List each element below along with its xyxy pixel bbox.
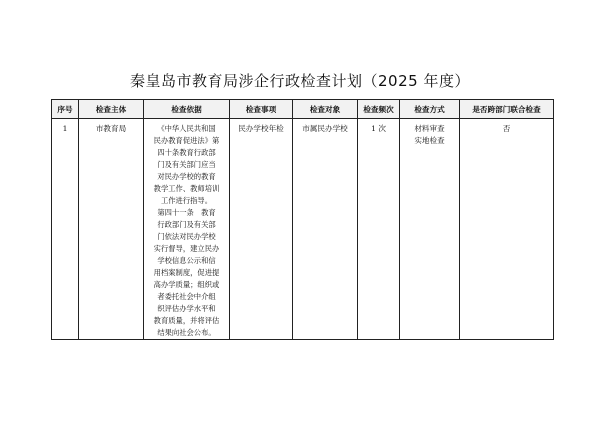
method-line: 材料审查 [414, 124, 445, 133]
basis-line: 教育质量，并将评估 [153, 316, 220, 325]
basis-line: 学校信息公示和信 [157, 256, 216, 265]
cell-basis [144, 119, 230, 340]
cell-index: 1 [52, 119, 79, 340]
basis-line: 第四十一条 教育 [157, 208, 216, 217]
basis-line: 门及有关部门应当 [157, 160, 216, 169]
basis-line: 教学工作、教师培训 [153, 184, 220, 193]
cell-item: 民办学校年检 [230, 119, 293, 340]
basis-line: 工作进行指导。 [160, 196, 213, 205]
header-subject: 检查主体 [79, 100, 144, 119]
header-item: 检查事项 [230, 100, 293, 119]
basis-line: 用档案制度，促进提 [153, 268, 220, 277]
cell-frequency: 1 次 [358, 119, 400, 340]
basis-line: 四十条教育行政部 [157, 148, 216, 157]
basis-line: 对民办学校的教育 [157, 172, 216, 181]
inspection-plan-table [51, 99, 554, 340]
cell-target: 市属民办学校 [293, 119, 358, 340]
basis-text [146, 123, 227, 339]
method-line: 实地检查 [414, 136, 445, 145]
cell-joint: 否 [460, 119, 554, 340]
basis-line: 行政部门及有关部 [157, 220, 216, 229]
header-target: 检查对象 [293, 100, 358, 119]
basis-line: 高办学质量；组织或 [153, 280, 220, 289]
basis-line: 《中华人民共和国 [157, 124, 216, 133]
header-method: 检查方式 [400, 100, 460, 119]
header-index: 序号 [52, 100, 79, 119]
basis-line: 门依法对民办学校 [157, 232, 216, 241]
basis-line: 者委托社会中介组 [157, 292, 216, 301]
basis-line: 民办教育促进法》第 [153, 136, 220, 145]
cell-subject: 市教育局 [79, 119, 144, 340]
basis-line: 结果向社会公布。 [157, 328, 216, 337]
table-row [52, 119, 554, 340]
table-header-row [52, 100, 554, 119]
header-joint: 是否跨部门联合检查 [460, 100, 554, 119]
cell-method [400, 119, 460, 340]
basis-line: 实行督导，建立民办 [153, 244, 220, 253]
header-basis: 检查依据 [144, 100, 230, 119]
basis-line: 织评估办学水平和 [157, 304, 216, 313]
header-frequency: 检查频次 [358, 100, 400, 119]
document-title: 秦皇岛市教育局涉企行政检查计划（2025 年度） [130, 72, 470, 90]
